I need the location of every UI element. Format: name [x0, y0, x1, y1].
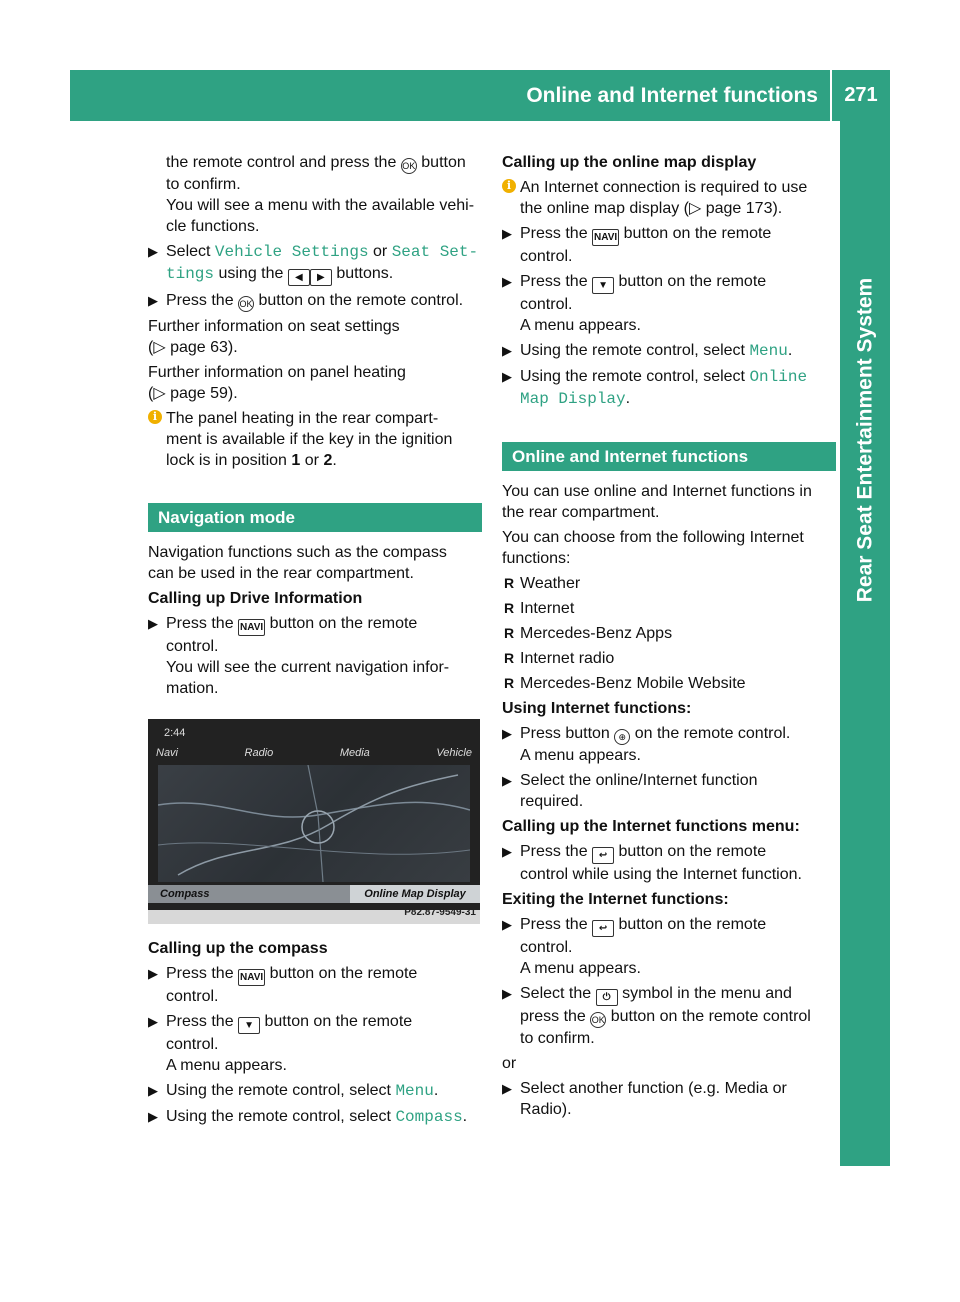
info-icon: i [502, 179, 516, 193]
display-menu: Menu [749, 342, 788, 360]
display-seat-settings-cont: tings [166, 265, 215, 283]
list-item: R Internet radio [504, 650, 615, 667]
step-marker-icon: ▶ [148, 1014, 158, 1029]
display-vehicle-settings: Vehicle Settings [214, 243, 369, 261]
heading-using-internet: Using Internet functions: [502, 700, 692, 717]
step-marker-icon: ▶ [148, 1083, 158, 1098]
step-select-online-function: ▶ Select the online/Internet function required. [502, 772, 758, 810]
softkey-compass: Compass [148, 885, 350, 903]
info-online-map: i An Internet connection is required to use the online map display (▷ page 173). [502, 177, 836, 219]
right-arrow-button-icon: ▶ [310, 269, 332, 286]
step-map-press-down: ▶ Press the ▼ button on the remote control. A menu appears. [502, 273, 767, 334]
power-symbol-icon: ⏻ [596, 989, 618, 1006]
step-marker-icon: ▶ [502, 726, 512, 741]
display-map-display: Map Display [520, 390, 626, 408]
ok-button-icon: OK [238, 296, 254, 312]
navi-button-icon: NAVI [592, 229, 619, 246]
step-map-press-navi: ▶ Press the NAVI button on the remote control. [502, 225, 772, 265]
step-marker-icon: ▶ [148, 1109, 158, 1124]
down-arrow-button-icon: ▼ [238, 1017, 260, 1034]
step-select-power: ▶ Select the ⏻ symbol in the menu and press the OK button on the remote control to confirm. [502, 985, 811, 1047]
step-marker-icon: ▶ [502, 917, 512, 932]
section-heading-online-internet: Online and Internet functions [502, 442, 836, 471]
section-heading-navigation: Navigation mode [148, 503, 482, 532]
screen-menu-bar [156, 743, 472, 761]
screen-menu-item: Navi [156, 747, 179, 759]
step-compass-press-down: ▶ Press the ▼ button on the remote control. A menu appears. [148, 1013, 413, 1074]
step-marker-icon: ▶ [148, 616, 158, 631]
step-exit-press-back: ▶ Press the ↩ button on the remote control. A menu appears. [502, 916, 767, 977]
list-item: R Weather [504, 575, 581, 592]
display-online: Online [749, 368, 808, 386]
step-marker-icon: ▶ [148, 293, 158, 308]
softkey-online-map: Online Map Display [350, 885, 480, 903]
page-reference-link[interactable]: (▷ page 63). [148, 339, 238, 356]
navigation-screenshot [148, 719, 480, 924]
page-reference-link[interactable]: (▷ page 59). [148, 385, 238, 402]
screen-menu-item: Radio [244, 747, 274, 759]
step-marker-icon: ▶ [502, 986, 512, 1001]
heading-drive-information: Calling up Drive Information [148, 590, 363, 607]
intro-text: the remote control and press the OK button to confirm. You will see a menu with the available vehi- cle functions. [166, 154, 475, 235]
step-marker-icon: ▶ [502, 226, 512, 241]
screen-map [158, 765, 470, 882]
screen-softkeys [148, 885, 480, 903]
step-press-ok: ▶ Press the OK button on the remote control. [148, 290, 482, 312]
heading-exiting: Exiting the Internet functions: [502, 891, 729, 908]
step-select-menu: ▶ Using the remote control, select Menu. [148, 1082, 439, 1100]
list-item: R Internet [504, 600, 575, 617]
back-button-icon: ↩ [592, 847, 614, 864]
step-marker-icon: ▶ [148, 244, 158, 259]
right-column [502, 152, 836, 1124]
side-section-label: Rear Seat Entertainment System [853, 277, 877, 603]
left-column [148, 152, 482, 1132]
step-press-navi: ▶ Press the NAVI button on the remote control. You will see the current navigation infor- mation. [148, 615, 450, 697]
display-seat-settings: Seat Set‐ [391, 243, 479, 261]
screen-menu-item: Vehicle [436, 747, 472, 759]
screen-menu-item: Media [339, 747, 370, 759]
step-marker-icon: ▶ [502, 343, 512, 358]
navi-button-icon: NAVI [238, 969, 265, 986]
step-marker-icon: ▶ [502, 274, 512, 289]
globe-button-icon: ⊕ [614, 729, 630, 745]
oif-intro: You can use online and Internet functions in the rear compartment. [502, 483, 812, 521]
left-arrow-button-icon: ◀ [288, 269, 310, 286]
step-marker-icon: ▶ [148, 966, 158, 981]
step-map-select-menu: ▶ Using the remote control, select Menu. [502, 342, 793, 360]
info-icon: i [148, 410, 162, 424]
list-item: R Mercedes-Benz Apps [504, 625, 673, 642]
list-item: R Mercedes-Benz Mobile Website [504, 675, 746, 692]
step-select-compass: ▶ Using the remote control, select Compass. [148, 1108, 468, 1126]
side-tab-marker [840, 843, 890, 893]
map-roads-graphic [158, 765, 470, 882]
back-button-icon: ↩ [592, 920, 614, 937]
display-compass: Compass [395, 1108, 463, 1126]
further-panel-info: Further information on panel heating (▷ page 59). [148, 364, 406, 402]
or-separator: or [502, 1055, 517, 1072]
screen-time: 2:44 [164, 727, 186, 739]
page-header [70, 70, 890, 121]
down-arrow-button-icon: ▼ [592, 277, 614, 294]
info-panel-heating: i The panel heating in the rear compart- ment is available if the key in the ignition lock is in position 1 or 2. [148, 408, 482, 471]
step-marker-icon: ▶ [502, 369, 512, 384]
header-title: Online and Internet functions [526, 84, 818, 107]
step-marker-icon: ▶ [502, 1081, 512, 1096]
display-menu: Menu [395, 1082, 434, 1100]
page-number: 271 [844, 84, 878, 106]
navi-button-icon: NAVI [238, 619, 265, 636]
heading-internet-menu: Calling up the Internet functions menu: [502, 818, 800, 835]
image-code: P82.87-9549-31 [404, 907, 476, 918]
step-select-online-map: ▶ Using the remote control, select Online Map Display. [502, 368, 808, 408]
step-select-another: ▶ Select another function (e.g. Media or Radio). [502, 1080, 787, 1118]
ok-button-icon: OK [590, 1012, 606, 1028]
step-press-back-menu: ▶ Press the ↩ button on the remote control while using the Internet function. [502, 843, 802, 883]
step-compass-press-navi: ▶ Press the NAVI button on the remote control. [148, 965, 418, 1005]
step-marker-icon: ▶ [502, 844, 512, 859]
ok-button-icon: OK [401, 158, 417, 174]
nav-intro: Navigation functions such as the compass can be used in the rear compartment. [148, 544, 447, 582]
heading-online-map: Calling up the online map display [502, 154, 757, 171]
step-select-settings: ▶ Select Vehicle Settings or Seat Set‐ tings using the ◀ ▶ buttons. [148, 241, 482, 286]
step-marker-icon: ▶ [502, 773, 512, 788]
step-press-globe: ▶ Press button ⊕ on the remote control. A menu appears. [502, 725, 791, 764]
further-seat-info: Further information on seat settings (▷ page 63). [148, 318, 400, 356]
heading-compass: Calling up the compass [148, 940, 328, 957]
oif-choose: You can choose from the following Internet functions: [502, 529, 804, 567]
